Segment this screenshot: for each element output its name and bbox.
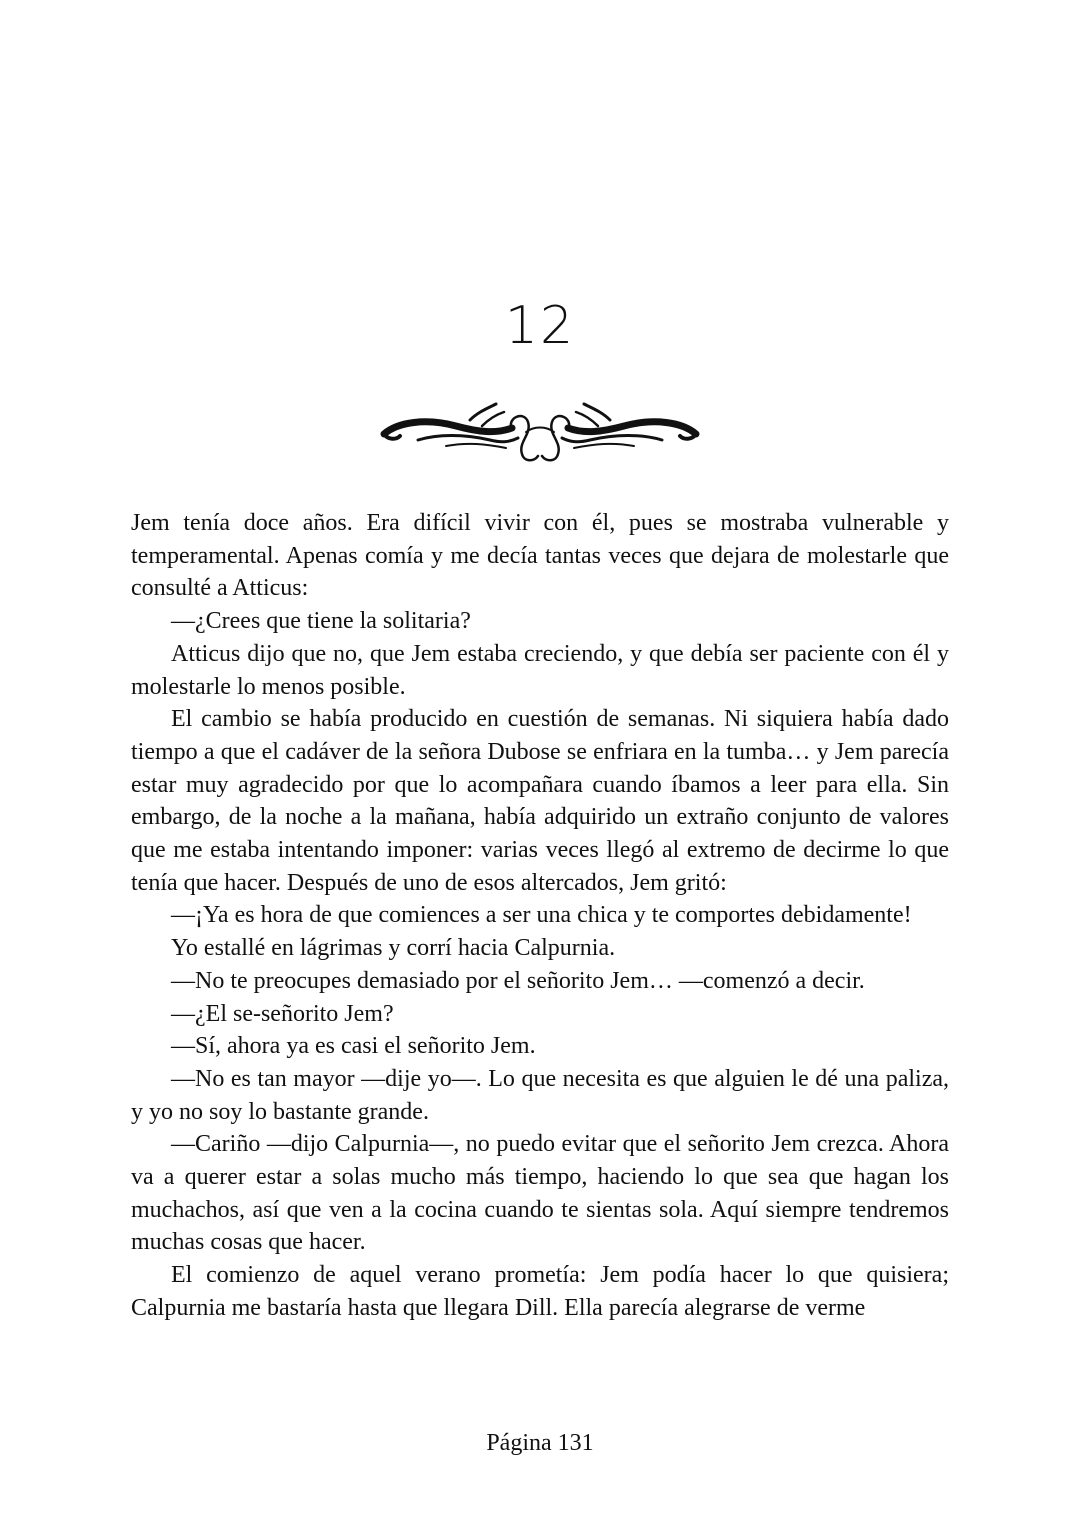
paragraph: —¿El se-señorito Jem? [171, 1000, 394, 1027]
paragraph: El cambio se había producido en cuestión de semanas. Ni siquiera había dado tiempo a que el cadáver de la señora Dubose se enfriara en la tumba… y Jem parecía estar muy agradecido por que lo acompañara cuando íbamos a leer para ella. Sin embargo, de la noche a la mañana, había adquirido un extraño conjunto de valores que me estaba intentando imponer: varias veces llegó al extremo de decirme lo que tenía que hacer. Después de uno de esos altercados, Jem gritó: [131, 706, 949, 896]
paragraph: —¿Crees que tiene la solitaria? [171, 608, 471, 635]
paragraph: —Cariño —dijo Calpurnia—, no puedo evitar que el señorito Jem crezca. Ahora va a querer estar a solas mucho más tiempo, haciendo lo que sea que hagan los muchachos, así que ven a la cocina cuando te sientas sola. Aquí siempre tendremos muchas cosas que hacer. [131, 1131, 949, 1256]
paragraph: El comienzo de aquel verano prometía: Jem podía hacer lo que quisiera; Calpurnia me bastaría hasta que llegara Dill. Ella parecía alegrarse de verme [131, 1262, 949, 1321]
paragraph: Atticus dijo que no, que Jem estaba creciendo, y que debía ser paciente con él y molestarle lo menos posible. [131, 640, 949, 700]
flourish-divider-icon [378, 396, 702, 468]
chapter-body [131, 507, 949, 1325]
paragraph: —¡Ya es hora de que comiences a ser una chica y te comportes debidamente! [171, 902, 912, 929]
paragraph: —No es tan mayor —dije yo—. Lo que necesita es que alguien le dé una paliza, y yo no soy lo bastante grande. [131, 1065, 949, 1125]
paragraph: —No te preocupes demasiado por el señorito Jem… —comenzó a decir. [171, 967, 865, 994]
chapter-number: 12 [504, 296, 576, 356]
paragraph: Jem tenía doce años. Era difícil vivir con él, pues se mostraba vulnerable y temperamental. Apenas comía y me decía tantas veces que dejara de molestarle que consulté a Atticus: [131, 510, 949, 602]
paragraph: —Sí, ahora ya es casi el señorito Jem. [171, 1033, 536, 1060]
paragraph: Yo estallé en lágrimas y corrí hacia Calpurnia. [171, 935, 616, 962]
page-number: Página 131 [486, 1430, 594, 1456]
